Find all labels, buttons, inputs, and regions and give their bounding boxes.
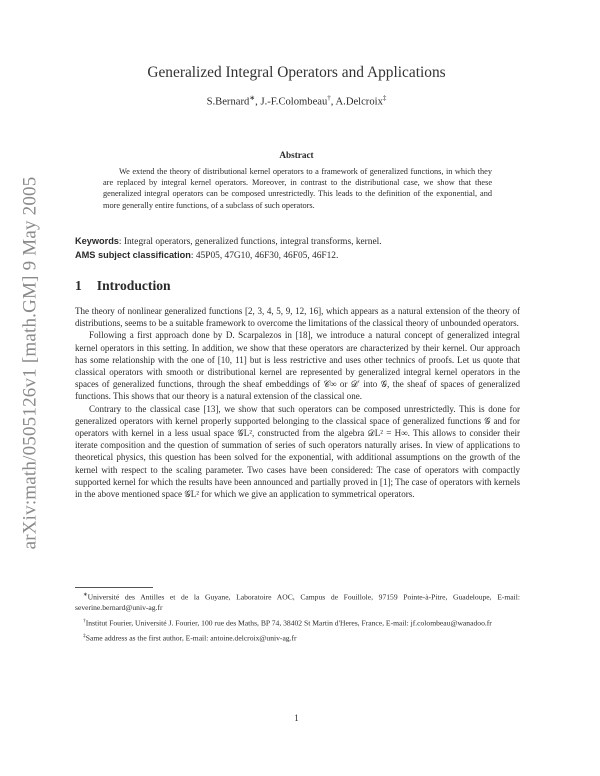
introduction-body [75,305,520,500]
footnote-text: Institut Fourier, Université J. Fourier, 100 rue des Maths, BP 74, 38402 St Martin d'Heres, France, E-mail: jf.colombeau@wanadoo.fr [85,618,492,628]
author-name: S.Bernard [206,96,250,108]
section-number: 1 [75,278,82,293]
ams-text: : 45P05, 47G10, 46F30, 46F05, 46F12. [190,251,339,261]
footnote-mark: † [83,617,86,624]
ams-classification-line [75,250,520,261]
footnote-mark: ∗ [83,592,88,598]
footnote [75,631,520,644]
abstract-heading: Abstract [279,150,314,160]
keywords-text: : Integral operators, generalized functions, integral transforms, kernel. [118,237,382,247]
author-name: A.Delcroix [335,96,383,108]
arxiv-stamp [18,153,42,573]
author-list [75,94,518,108]
footnote-text: Same address as the first author, E-mail: antoine.delcroix@univ-ag.fr [85,633,297,643]
footnote [75,590,520,614]
arxiv-stamp-text: arXiv:math/0505126v1 [math.GM] 9 May 2005 [19,176,41,550]
paper-title: Generalized Integral Operators and Applications [147,64,446,81]
author-separator: , [330,96,336,108]
paragraph: Following a first approach done by D. Scarpalezos in [18], we introduce a natural concept of generalized integral kernel operators in this setting. In addition, we show that these operators are characterized by their kernel. Our approach has some relationship with the one of [10, 11] but is less restrictive and uses other technics of proofs. Let us quote that classical operators with smooth or distributional kernel are represented by generalized integral kernel operators in the spaces of generalized functions, through the sheaf embeddings of 𝒞∞ or 𝒟′ into 𝒢, the sheaf of spaces of generalized functions. This shows that our theory is a natural extension of the classical one. [75,330,520,402]
footnote-text: Université des Antilles et de la Guyane, Laboratoire AOC, Campus de Fouillole, 97159 Pointe-à-Pitre, Guadeloupe, E-mail: severine.bernard@univ-ag.fr [75,592,520,613]
author-mark: ∗ [249,94,256,102]
author-separator: , [255,96,261,108]
author-mark: † [327,94,331,102]
paragraph: The theory of nonlinear generalized functions [2, 3, 4, 5, 9, 12, 16], which appears as a natural extension of the theory of distributions, seems to be a suitable framework to overcome the limitations of the classical theory of unbounded operators. [75,306,520,329]
section-title: Introduction [96,278,171,293]
footnotes [75,590,520,646]
footnote-divider [75,587,153,588]
author-mark: ‡ [382,94,387,102]
abstract-text: We extend the theory of distributional kernel operators to a framework of generalized functions, in which they are replaced by integral kernel operators. Moreover, in contrast to the distributional case, we show that these generalized integral operators can be composed unrestrictedly. This leads to the definition of the exponential, and more generally entire functions, of a subclass of such operators. [103,167,492,210]
footnote [75,616,520,629]
ams-label: AMS subject classification [75,250,191,260]
footnote-mark: ‡ [83,632,86,639]
section-heading [75,278,171,294]
page-number: 1 [294,713,299,723]
paragraph: Contrary to the classical case [13], we show that such operators can be composed unrestrictedly. This is done for generalized operators with kernel properly supported belonging to the classical space of generalized functions 𝒢 and for operators with kernel in a less usual space 𝒢L², constructed from the algebra 𝒟L² = H∞. This allows to consider their iterate composition and the question of summation of series of such operators naturally arises. In view of applications to theoretical physics, this question has been solved for the exponential, with additional assumptions on the growth of the kernel with respect to the scaling parameter. Two cases have been considered: The case of operators with compactly supported kernel for which the results have been announced and partially proved in [1]; The case of operators with kernels in the above mentioned space 𝒢L² for which we give an application to symmetrical operators. [75,403,520,500]
keywords-line [75,236,520,247]
keywords-label: Keywords [75,236,119,246]
author-name: J.-F.Colombeau [260,96,328,108]
